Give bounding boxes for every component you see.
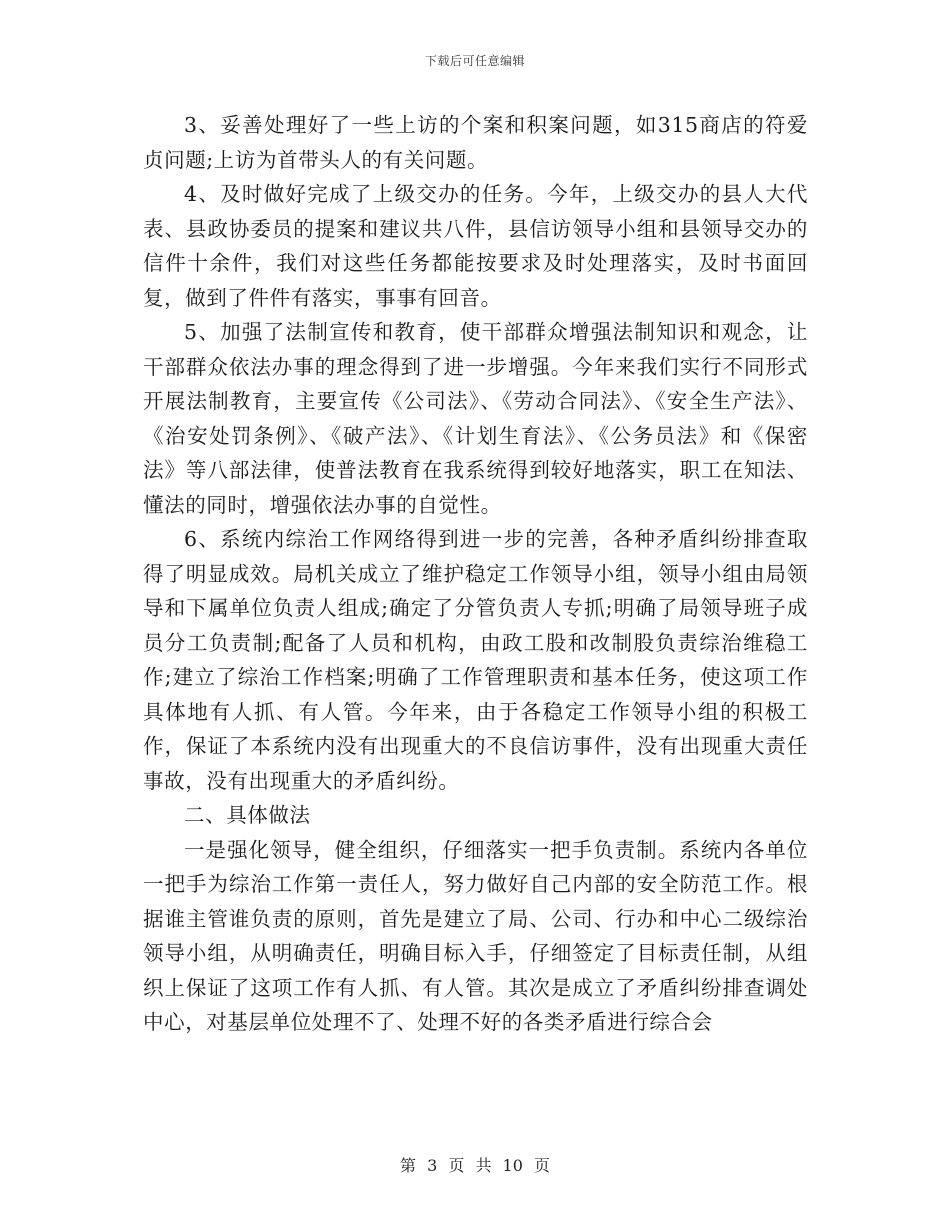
paragraph-item-6: 6、系统内综治工作网络得到进一步的完善，各种矛盾纠纷排查取得了明显成效。局机关成立了维护稳定工作领导小组，领导小组由局领导和下属单位负责人组成;确定了分管负责人专抓;明确了局领导班子成员分工负责制;配备了人员和机构，由政工股和改制股负责综治维稳工作;建立了综治工作档案;明确了工作管理职责和基本任务，使这项工作具体地有人抓、有人管。今年来，由于各稳定工作领导小组的积极工作，保证了本系统内没有出现重大的不良信访事件，没有出现重大责任事故，没有出现重大的矛盾纠纷。: [143, 527, 808, 793]
section-heading-specific-methods: 二、具体做法: [184, 803, 311, 827]
paragraph-item-3: 3、妥善处理好了一些上访的个案和积案问题，如315商店的符爱贞问题;上访为首带头人的有关问题。: [143, 113, 808, 172]
document-body: [143, 108, 808, 1040]
paragraph-item-4: 4、及时做好完成了上级交办的任务。今年，上级交办的县人大代表、县政协委员的提案和建议共八件，县信访领导小组和县领导交办的信件十余件，我们对这些任务都能按要求及时处理落实，及时书面回复，做到了件件有落实，事事有回音。: [143, 182, 808, 310]
paragraph-method-one: 一是强化领导，健全组织，仔细落实一把手负责制。系统内各单位一把手为综治工作第一责任人，努力做好自己内部的安全防范工作。根据谁主管谁负责的原则，首先是建立了局、公司、行办和中心二级综治领导小组，从明确责任，明确目标入手，仔细签定了目标责任制，从组织上保证了这项工作有人抓、有人管。其次是成立了矛盾纠纷排查调处中心，对基层单位处理不了、处理不好的各类矛盾进行综合会: [143, 837, 808, 1034]
paragraph-item-5: 5、加强了法制宣传和教育，使干部群众增强法制知识和观念，让干部群众依法办事的理念得到了进一步增强。今年来我们实行不同形式开展法制教育，主要宣传《公司法》、《劳动合同法》、《安全生产法》、《治安处罚条例》、《破产法》、《计划生育法》、《公务员法》和《保密法》等八部法律，使普法教育在我系统得到较好地落实，职工在知法、懂法的同时，增强依法办事的自觉性。: [143, 320, 808, 517]
page-number-footer: 第 3 页 共 10 页: [400, 1156, 550, 1175]
page-header: 下载后可任意编辑: [424, 54, 525, 68]
